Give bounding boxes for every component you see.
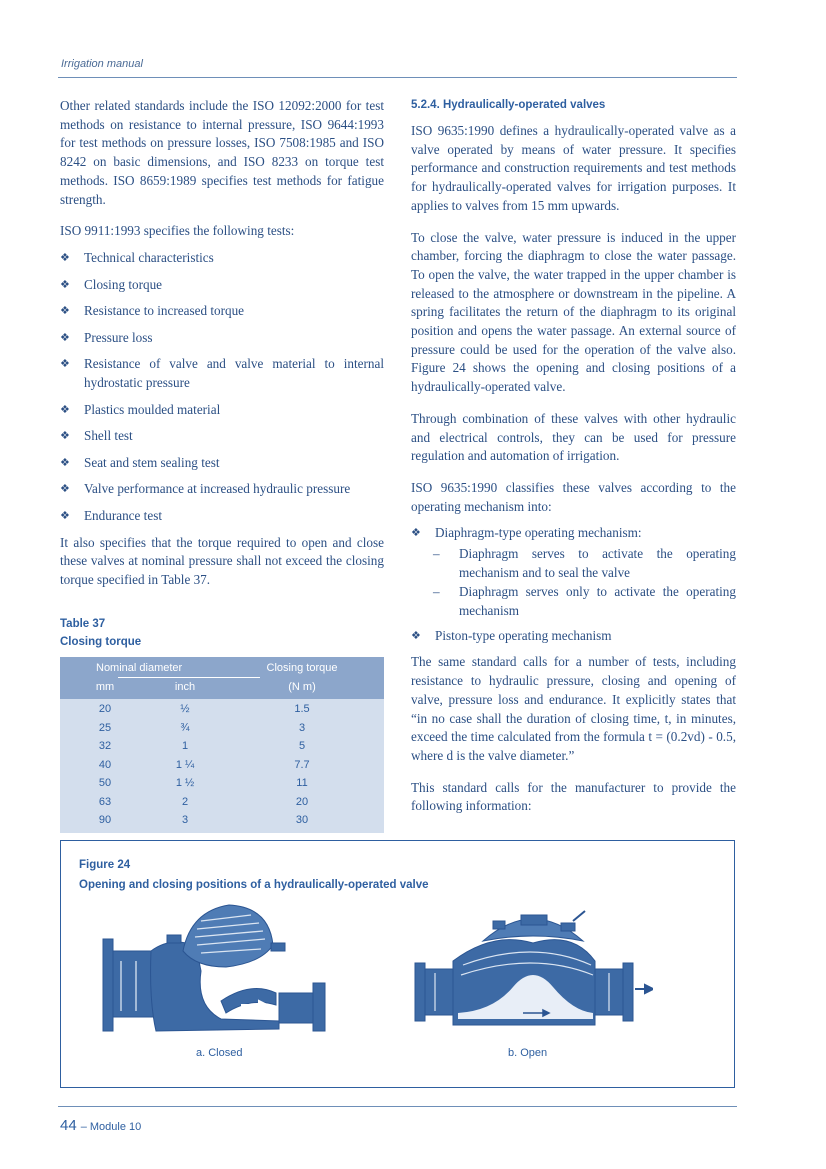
- table-row: 20 ½ 1.5: [98, 703, 310, 715]
- test-list: [60, 249, 384, 526]
- list-item: ❖ Closing torque: [60, 276, 384, 295]
- left-column: [60, 97, 384, 603]
- diamond-bullet-icon: ❖: [60, 358, 70, 371]
- diamond-bullet-icon: ❖: [60, 430, 70, 443]
- table-label: Table 37: [60, 618, 106, 630]
- diamond-bullet-icon: ❖: [60, 456, 70, 469]
- header-closing-torque: Closing torque: [266, 662, 338, 674]
- list-item: ❖ Diaphragm-type operating mechanism: – Diaphragm serves to activate the operating mechanism and to seal the valve – Diaphragm serves only to activate the operating mechanism: [411, 524, 736, 621]
- diamond-bullet-icon: ❖: [60, 278, 70, 291]
- paragraph: ISO 9635:1990 classifies these valves according to the operating mechanism into:: [411, 479, 736, 514]
- closing-torque-table: [60, 657, 384, 833]
- header-mm: mm: [95, 681, 115, 693]
- list-item: ❖ Plastics moulded material: [60, 401, 384, 420]
- paragraph: To close the valve, water pressure is induced in the upper chamber, forcing the diaphragm to close the water passage. To open the valve, the water trapped in the upper chamber is released to the atmosphere or downstream in the pipeline. A spring facilitates the return of the diaphragm to its original position and opens the water passage. An external source of pressure could be used for the operation of the valve also. Figure 24 shows the opening and closing positions of a hydraulically-operated valve.: [411, 229, 736, 395]
- diamond-bullet-icon: ❖: [60, 331, 70, 344]
- diamond-bullet-icon: ❖: [411, 527, 421, 540]
- diamond-bullet-icon: ❖: [60, 483, 70, 496]
- list-item: ❖ Resistance of valve and valve material to internal hydrostatic pressure: [60, 356, 384, 390]
- diamond-bullet-icon: ❖: [60, 305, 70, 318]
- section-heading: 5.2.4. Hydraulically-operated valves: [411, 99, 606, 111]
- figure-box: [60, 840, 735, 1088]
- list-item: ❖ Seat and stem sealing test: [60, 454, 384, 473]
- list-item: ❖ Resistance to increased torque: [60, 302, 384, 321]
- module-label: – Module 10: [80, 1121, 142, 1133]
- closed-valve-illustration: [101, 901, 331, 1036]
- page-number: 44: [60, 1117, 77, 1134]
- list-item: ❖ Technical characteristics: [60, 249, 384, 268]
- table-row: 90 3 30: [98, 814, 309, 826]
- sub-list-item: – Diaphragm serves to activate the operating mechanism and to seal the valve: [433, 546, 736, 580]
- header-inch: inch: [174, 681, 196, 693]
- figure-caption: [79, 855, 429, 895]
- table-row: 25 ¾ 3: [98, 721, 306, 734]
- paragraph: ISO 9635:1990 defines a hydraulically-operated valve as a valve operated by means of water pressure. It specifies performance and construction requirements and test methods for hydraulically-operated valves for irrigation purposes. It applies to valves from 15 mm upwards.: [411, 123, 736, 213]
- subcaption-open: b. Open: [508, 1047, 548, 1059]
- paragraph: ISO 9911:1993 specifies the following tests:: [60, 223, 295, 239]
- footer-rule: [58, 1106, 737, 1107]
- list-item: ❖ Piston-type operating mechanism: [411, 627, 736, 646]
- diamond-bullet-icon: ❖: [60, 403, 70, 416]
- figure-title: Opening and closing positions of a hydraulically-operated valve: [79, 879, 429, 891]
- running-header: Irrigation manual: [61, 58, 143, 70]
- paragraph: Through combination of these valves with other hydraulic and electrical controls, they can be used for pressure regulation and automation of irrigation.: [411, 410, 736, 464]
- right-column: [411, 97, 736, 829]
- diamond-bullet-icon: ❖: [60, 251, 70, 264]
- list-item: ❖ Shell test: [60, 427, 384, 446]
- table-caption: [60, 615, 141, 651]
- paragraph: The same standard calls for a number of tests, including resistance to hydraulic pressure, closing and opening of valve, pressure loss and endurance. It explicitly states that “in no case shall the duration of closing time, t, in minutes, exceed the time calculated from the formula t = (0.2vd) - 0.5, where d is the valve diameter.”: [411, 654, 736, 763]
- sub-list-item: – Diaphragm serves only to activate the operating mechanism: [433, 584, 736, 619]
- subcaption-closed: a. Closed: [196, 1047, 243, 1059]
- open-valve-illustration: [413, 901, 653, 1036]
- list-item: ❖ Endurance test: [60, 507, 384, 526]
- table-row: 40 1 ¼ 7.7: [98, 758, 310, 771]
- paragraph: It also specifies that the torque required to open and close these valves at nominal pressure shall not exceed the closing torque specified in Table 37.: [60, 534, 384, 588]
- diamond-bullet-icon: ❖: [411, 629, 421, 642]
- table-row: 50 1 ½ 11: [98, 777, 308, 789]
- table-header: [60, 657, 384, 699]
- table-title: Closing torque: [60, 636, 142, 648]
- diamond-bullet-icon: ❖: [60, 509, 70, 522]
- header-unit: (N m): [288, 681, 316, 693]
- header-rule: [58, 77, 737, 78]
- figure-label: Figure 24: [79, 859, 131, 871]
- table-row: 32 1 5: [98, 740, 306, 752]
- page-footer: [60, 1117, 141, 1135]
- sub-list: [411, 545, 736, 621]
- header-underline: [118, 677, 260, 678]
- list-item: ❖ Valve performance at increased hydraulic pressure: [60, 480, 384, 499]
- list-item: ❖ Pressure loss: [60, 329, 384, 348]
- table-row: 63 2 20: [98, 795, 309, 808]
- paragraph: This standard calls for the manufacturer to provide the following information:: [411, 779, 736, 814]
- header-nominal-diameter: Nominal diameter: [96, 662, 183, 674]
- mechanism-list: [411, 524, 736, 645]
- paragraph: Other related standards include the ISO 12092:2000 for test methods on resistance to internal pressure, ISO 9644:1993 for test methods on pressure losses, ISO 7508:1985 and ISO 8242 on basic dimensions, and ISO 8233 on torque test methods. ISO 8659:1989 specifies test methods for fatigue strength.: [60, 98, 384, 207]
